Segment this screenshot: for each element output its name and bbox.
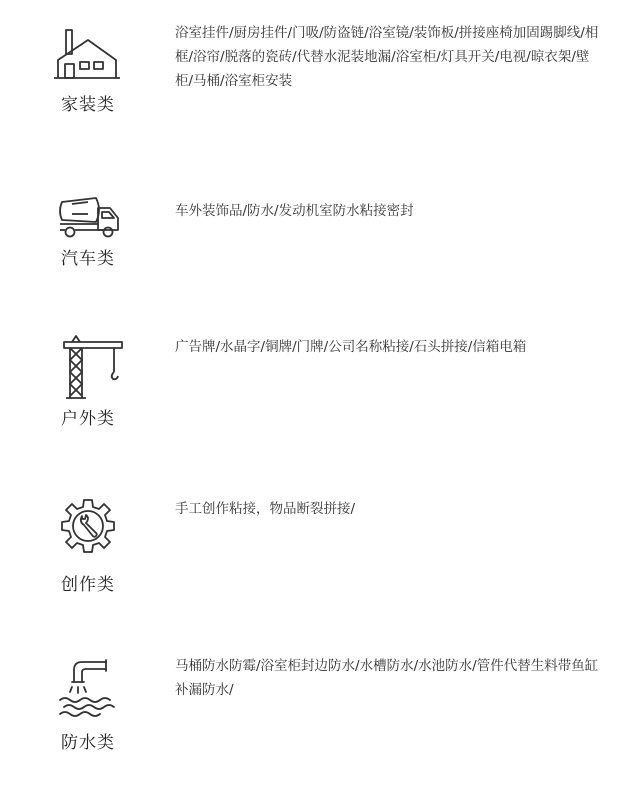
house-factory-icon bbox=[52, 26, 124, 86]
category-label: 防水类 bbox=[61, 733, 115, 753]
category-label: 创作类 bbox=[61, 575, 115, 595]
category-label: 户外类 bbox=[61, 409, 115, 429]
crane-icon bbox=[52, 336, 124, 396]
category-label: 汽车类 bbox=[61, 249, 115, 269]
cement-truck-icon bbox=[52, 190, 124, 250]
category-description: 手工创作粘接，物品断裂拼接/ bbox=[175, 501, 356, 517]
category-description: 车外装饰品/防水/发动机室防水粘接密封 bbox=[175, 203, 414, 219]
category-description: 浴室挂件/厨房挂件/门吸/防盗链/浴室镜/装饰板/拼接座椅加固踢脚线/相框/浴帘/脱落的瓷砖/代替水泥装地漏/浴室柜/灯具开关/电视/晾衣架/壁柜/马桶/浴室柜安装 bbox=[175, 25, 599, 89]
faucet-water-icon bbox=[52, 656, 124, 716]
gear-wrench-icon bbox=[52, 498, 124, 558]
category-description: 马桶防水防霉/浴室柜封边防水/水槽防水/水池防水/管件代替生料带鱼缸补漏防水/ bbox=[175, 658, 599, 698]
category-label: 家装类 bbox=[61, 95, 115, 115]
category-description: 广告牌/水晶字/铜牌/门牌/公司名称粘接/石头拼接/信箱电箱 bbox=[175, 339, 527, 355]
